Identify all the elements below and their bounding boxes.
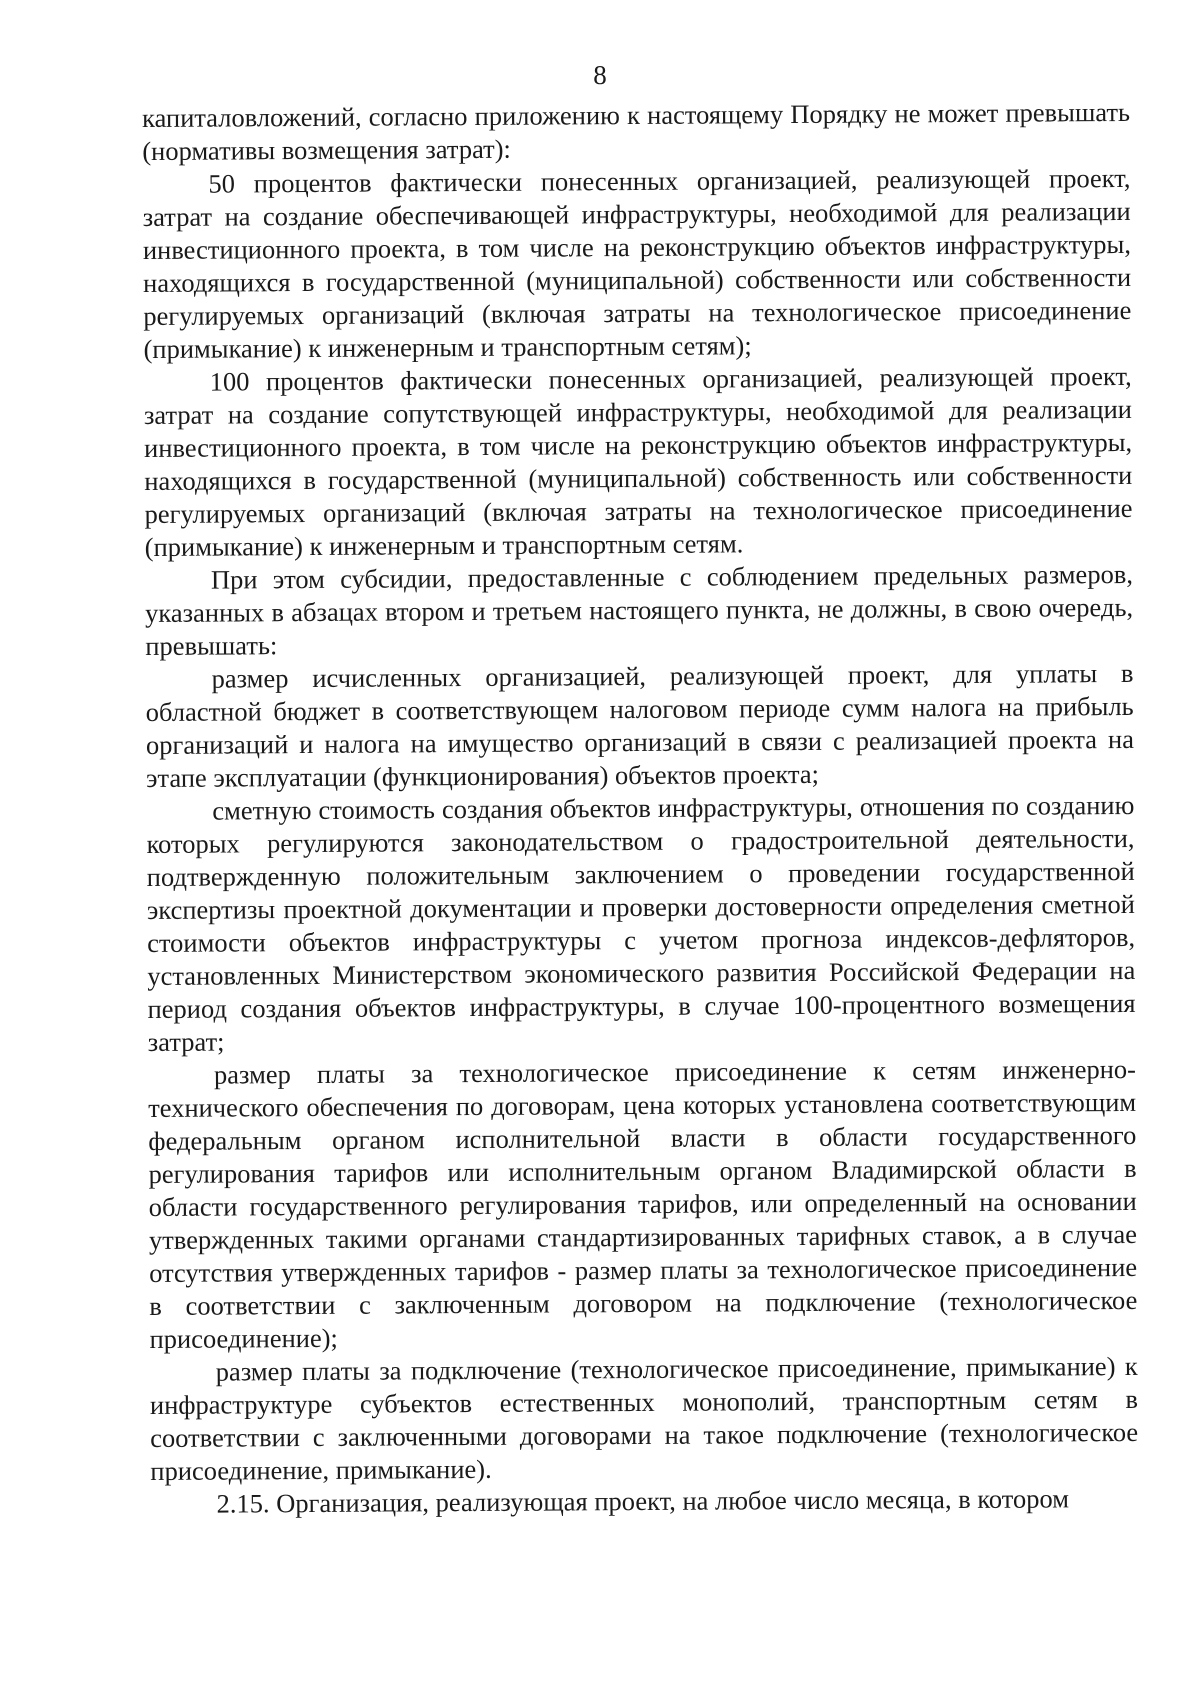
paragraph-tax-amount: размер исчисленных организацией, реализующей проект, для уплаты в областной бюджет в соответствующем налоговом периоде сумм налога на прибыль организаций и налога на имущество организаций в связи с реализацией проекта на этапе эксплуатации (функционирования) объектов проекта; [145, 657, 1135, 793]
page-number: 8 [593, 60, 607, 90]
document-body [142, 96, 1139, 1521]
paragraph-connection-fee: размер платы за технологическое присоединение к сетям инженерно-технического обеспечения по договорам, цена которых установлена соответствующим федеральным органом исполнительной власти в области государственного регулирования тарифов или исполнительным органом Владимирской области в области государственного регулирования тарифов, или определенный на основании утвержденных такими органами стандартизированных тарифных ставок, а в случае отсутствия утвержденных тарифов - размер платы за технологическое присоединение в соответствии с заключенным договором на подключение (технологическое присоединение); [148, 1053, 1138, 1354]
paragraph-continuation: капиталовложений, согласно приложению к настоящему Порядку не может превышать (нормативы возмещения затрат): [142, 96, 1131, 166]
paragraph-estimated-cost: сметную стоимость создания объектов инфраструктуры, отношения по созданию которых регулируются законодательством о градостроительной деятельности, подтвержденную положительным заключением о проведении государственной экспертизы проектной документации и проверки достоверности определения сметной стоимости объектов инфраструктуры с учетом прогноза индексов-дефляторов, установленных Министерством экономического развития Российской Федерации на период создания объектов инфраструктуры, в случае 100-процентного возмещения затрат; [146, 789, 1136, 1057]
paragraph-50-percent: 50 процентов фактически понесенных организацией, реализующей проект, затрат на создание обеспечивающей инфраструктуры, необходимой для реализации инвестиционного проекта, в том числе на реконструкцию объектов инфраструктуры, находящихся в государственной (муниципальной) собственности или собственности регулируемых организаций (включая затраты на технологическое присоединение (примыкание) к инженерным и транспортным сетям); [142, 162, 1132, 364]
paragraph-2-15: 2.15. Организация, реализующая проект, на любое число месяца, в котором [216, 1483, 1070, 1519]
paragraph-100-percent: 100 процентов фактически понесенных организацией, реализующей проект, затрат на создание сопутствующей инфраструктуры, необходимой для реализации инвестиционного проекта, в том числе на реконструкцию объектов инфраструктуры, находящихся в государственной (муниципальной) собственность или собственности регулируемых организаций (включая затраты на технологическое присоединение (примыкание) к инженерным и транспортным сетям. [143, 360, 1133, 562]
paragraph-connection-payment: размер платы за подключение (технологическое присоединение, примыкание) к инфраструктуре субъектов естественных монополий, транспортным сетям в соответствии с заключенными договорами на такое подключение (технологическое присоединение, примыкание). [149, 1350, 1139, 1486]
paragraph-subsidy-limits: При этом субсидии, предоставленные с соблюдением предельных размеров, указанных в абзацах втором и третьем настоящего пункта, не должны, в свою очередь, превышать: [145, 558, 1134, 661]
